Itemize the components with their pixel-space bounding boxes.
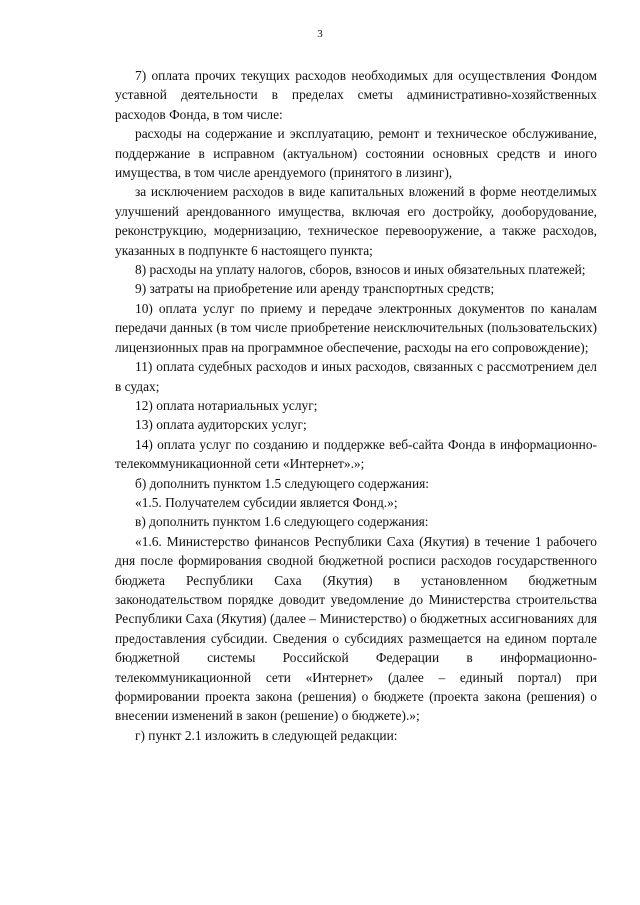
paragraph-item-9: 9) затраты на приобретение или аренду транспортных средств;	[135, 281, 495, 297]
paragraph-g: г) пункт 2.1 изложить в следующей редакции:	[135, 727, 398, 743]
paragraph-item-7: 7) оплата прочих текущих расходов необходимых для осуществления Фондом уставной деятельности в пределах сметы административно-хозяйственных расходов Фонда, в том числе:	[115, 68, 597, 122]
paragraph-item-12: 12) оплата нотариальных услуг;	[135, 397, 318, 413]
page-number: 3	[317, 28, 323, 40]
paragraph-item-11: 11) оплата судебных расходов и иных расходов, связанных с рассмотрением дел в судах;	[115, 359, 597, 394]
paragraph-b: б) дополнить пунктом 1.5 следующего содержания:	[135, 475, 429, 491]
paragraph-item-10: 10) оплата услуг по приему и передаче электронных документов по каналам передачи данных (в том числе приобретение неисключительных (пользовательских) лицензионных прав на программное обеспечение, расходы на его сопровождение);	[115, 300, 597, 355]
paragraph-point-1-6: «1.6. Министерство финансов Республики Саха (Якутия) в течение 1 рабочего дня после формирования сводной бюджетной росписи расходов государственного бюджета Республики Саха (Якутия) в установленном бюджетным законодательством порядке доводит уведомление до Министерства строительства Республики Саха (Якутия) (далее – Министерство) о бюджетных ассигнованиях для предоставления субсидии. Сведения о субсидиях размещается на едином портале бюджетной системы Российской Федерации в информационно-телекоммуникационной сети «Интернет» (далее – единый портал) при формировании проекта закона (решения) о бюджете (проекта закона (решения) о внесении изменений в закон (решение) о бюджете).»;	[115, 533, 597, 724]
paragraph-item-14: 14) оплата услуг по созданию и поддержке веб-сайта Фонда в информационно-телекоммуникационной сети «Интернет».»;	[115, 436, 597, 472]
paragraph-maintenance-expenses: расходы на содержание и эксплуатацию, ремонт и техническое обслуживание, поддержание в исправном (актуальном) состоянии основных средств и иного имущества, в том числе арендуемого (принятого в лизинг),	[115, 126, 597, 181]
paragraph-v: в) дополнить пунктом 1.6 следующего содержания:	[135, 514, 429, 530]
paragraph-item-8: 8) расходы на уплату налогов, сборов, взносов и иных обязательных платежей;	[135, 262, 586, 278]
paragraph-item-13: 13) оплата аудиторских услуг;	[135, 417, 307, 433]
document-body	[115, 66, 597, 745]
paragraph-point-1-5: «1.5. Получателем субсидии является Фонд.»;	[135, 494, 398, 510]
paragraph-capital-exclusion: за исключением расходов в виде капитальных вложений в форме неотделимых улучшений арендованного имущества, включая его достройку, дооборудование, реконструкцию, модернизацию, техническое перевооружение, а также расходов, указанных в подпункте 6 настоящего пункта;	[115, 184, 597, 258]
